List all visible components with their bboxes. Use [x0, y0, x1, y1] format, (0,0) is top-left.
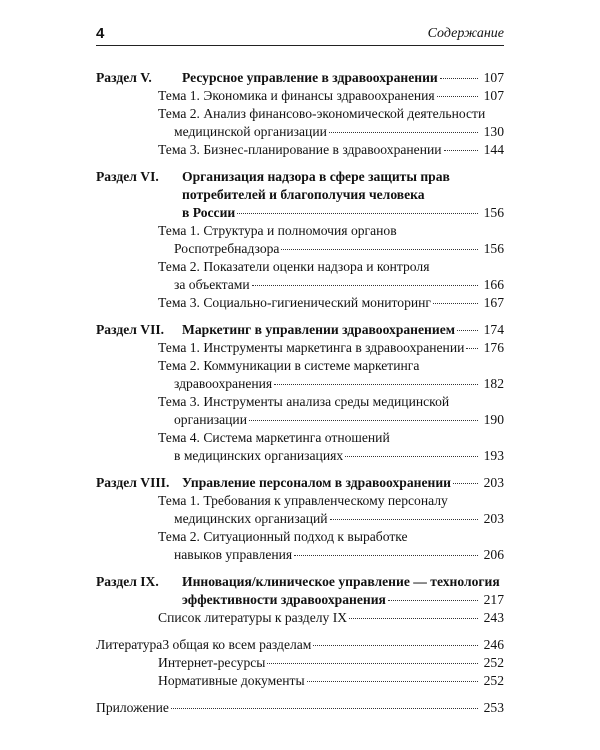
entry-title: в России — [182, 205, 236, 220]
entry-title: Тема 3. Инструменты анализа среды медицинской — [158, 394, 450, 409]
toc-topic[interactable] — [96, 393, 504, 429]
dot-leader — [313, 644, 478, 646]
entry-title: Тема 2. Анализ финансово-экономической деятельности — [158, 106, 486, 121]
page-ref: 206 — [483, 547, 504, 562]
toc-topic[interactable] — [96, 87, 504, 105]
entry-title: Маркетинг в управлении здравоохранением — [182, 322, 456, 337]
toc-topic[interactable] — [96, 357, 504, 393]
dot-leader — [294, 554, 478, 556]
entry-title: Тема 2. Коммуникации в системе маркетинга — [158, 358, 420, 373]
toc-section[interactable] — [96, 168, 504, 222]
page-ref: 190 — [483, 412, 504, 427]
section-number: Раздел VIII. — [96, 475, 170, 490]
entry-title: Тема 1. Инструменты маркетинга в здравоохранении — [158, 340, 465, 355]
toc-topic[interactable] — [96, 609, 504, 627]
entry-title: Тема 2. Ситуационный подход к выработке — [158, 529, 408, 544]
page-ref: 174 — [483, 322, 504, 337]
toc-entry[interactable] — [96, 636, 504, 654]
entry-title: медицинских организаций — [174, 511, 328, 526]
dot-leader — [345, 455, 478, 457]
header-rule — [96, 45, 504, 46]
dot-leader — [171, 707, 478, 709]
page-ref: 243 — [483, 610, 504, 625]
section-gap — [96, 690, 504, 699]
toc-topic[interactable] — [96, 105, 504, 141]
section-number: Раздел VII. — [96, 322, 165, 337]
page-ref: 252 — [483, 673, 504, 688]
dot-leader — [433, 302, 478, 304]
toc-entry[interactable] — [96, 699, 504, 717]
entry-title: Приложение — [96, 700, 169, 715]
toc-topic[interactable] — [96, 339, 504, 357]
page-ref: 246 — [483, 637, 504, 652]
entry-title: навыков управления — [174, 547, 293, 562]
entry-title: медицинской организации — [174, 124, 327, 139]
toc-topic[interactable] — [96, 294, 504, 312]
entry-title: в медицинских организациях — [174, 448, 344, 463]
entry-title: Тема 4. Система маркетинга отношений — [158, 430, 390, 445]
dot-leader — [249, 419, 478, 421]
toc-topic[interactable] — [96, 141, 504, 159]
toc-topic[interactable] — [96, 429, 504, 465]
entry-title: за объектами — [174, 277, 250, 292]
page-ref: 193 — [483, 448, 504, 463]
page-ref: 107 — [483, 70, 504, 85]
section-gap — [96, 159, 504, 168]
entry-title: Литература3 общая ко всем разделам — [96, 637, 312, 652]
dot-leader — [281, 248, 478, 250]
entry-title: Тема 2. Показатели оценки надзора и контроля — [158, 259, 430, 274]
toc-section[interactable] — [96, 69, 504, 87]
section-gap — [96, 312, 504, 321]
entry-title: Нормативные документы — [158, 673, 305, 688]
page-ref: 203 — [483, 475, 504, 490]
entry-title: потребителей и благополучия человека — [182, 187, 425, 202]
entry-title: Тема 1. Экономика и финансы здравоохранения — [158, 88, 435, 103]
dot-leader — [349, 617, 478, 619]
entry-title: Роспотребнадзора — [174, 241, 280, 256]
page-ref: 166 — [483, 277, 504, 292]
page-ref: 252 — [483, 655, 504, 670]
entry-title: Инновация/клиническое управление — технология — [182, 574, 500, 589]
dot-leader — [329, 131, 478, 133]
entry-title: Тема 3. Бизнес-планирование в здравоохранении — [158, 142, 442, 157]
dot-leader — [388, 599, 478, 601]
dot-leader — [267, 662, 478, 664]
dot-leader — [237, 212, 478, 214]
entry-title: Интернет-ресурсы — [158, 655, 266, 670]
toc-topic[interactable] — [96, 528, 504, 564]
toc-topic[interactable] — [96, 492, 504, 528]
page-ref: 217 — [483, 592, 504, 607]
entry-title: Ресурсное управление в здравоохранении — [182, 70, 438, 85]
dot-leader — [252, 284, 478, 286]
page-number: 4 — [96, 25, 105, 42]
entry-title: эффективности здравоохранения — [182, 592, 386, 607]
entry-title: Тема 3. Социально-гигиенический мониторинг — [158, 295, 432, 310]
section-gap — [96, 60, 504, 69]
dot-leader — [444, 149, 478, 151]
section-number: Раздел VI. — [96, 169, 159, 184]
toc-topic[interactable] — [96, 258, 504, 294]
page-header — [96, 18, 504, 42]
entry-title: организации — [174, 412, 247, 427]
page-ref: 156 — [483, 205, 504, 220]
entry-title: здравоохранения — [174, 376, 273, 391]
section-gap — [96, 465, 504, 474]
section-gap — [96, 564, 504, 573]
toc-section[interactable] — [96, 474, 504, 492]
toc-topic[interactable] — [96, 654, 504, 672]
page-ref: 253 — [483, 700, 504, 715]
page-ref: 144 — [483, 142, 504, 157]
entry-title: Управление персоналом в здравоохранении — [182, 475, 452, 490]
toc-section[interactable] — [96, 321, 504, 339]
dot-leader — [274, 383, 478, 385]
dot-leader — [453, 482, 478, 484]
section-number: Раздел IX. — [96, 574, 159, 589]
page-ref: 176 — [483, 340, 504, 355]
toc-section[interactable] — [96, 573, 504, 609]
page-ref: 167 — [483, 295, 504, 310]
section-gap — [96, 627, 504, 636]
dot-leader — [440, 77, 478, 79]
page-ref: 182 — [483, 376, 504, 391]
table-of-contents — [96, 60, 504, 717]
toc-topic[interactable] — [96, 672, 504, 690]
page-ref: 156 — [483, 241, 504, 256]
dot-leader — [307, 680, 478, 682]
entry-title: Тема 1. Структура и полномочия органов — [158, 223, 397, 238]
dot-leader — [330, 518, 478, 520]
page-ref: 130 — [483, 124, 504, 139]
page-ref: 107 — [483, 88, 504, 103]
entry-title: Список литературы к разделу IX — [158, 610, 348, 625]
dot-leader — [466, 347, 478, 349]
entry-title: Тема 1. Требования к управленческому персоналу — [158, 493, 448, 508]
page-ref: 203 — [483, 511, 504, 526]
running-title: Содержание — [427, 26, 504, 41]
dot-leader — [457, 329, 478, 331]
dot-leader — [437, 95, 478, 97]
section-number: Раздел V. — [96, 70, 152, 85]
entry-title: Организация надзора в сфере защиты прав — [182, 169, 450, 184]
toc-topic[interactable] — [96, 222, 504, 258]
